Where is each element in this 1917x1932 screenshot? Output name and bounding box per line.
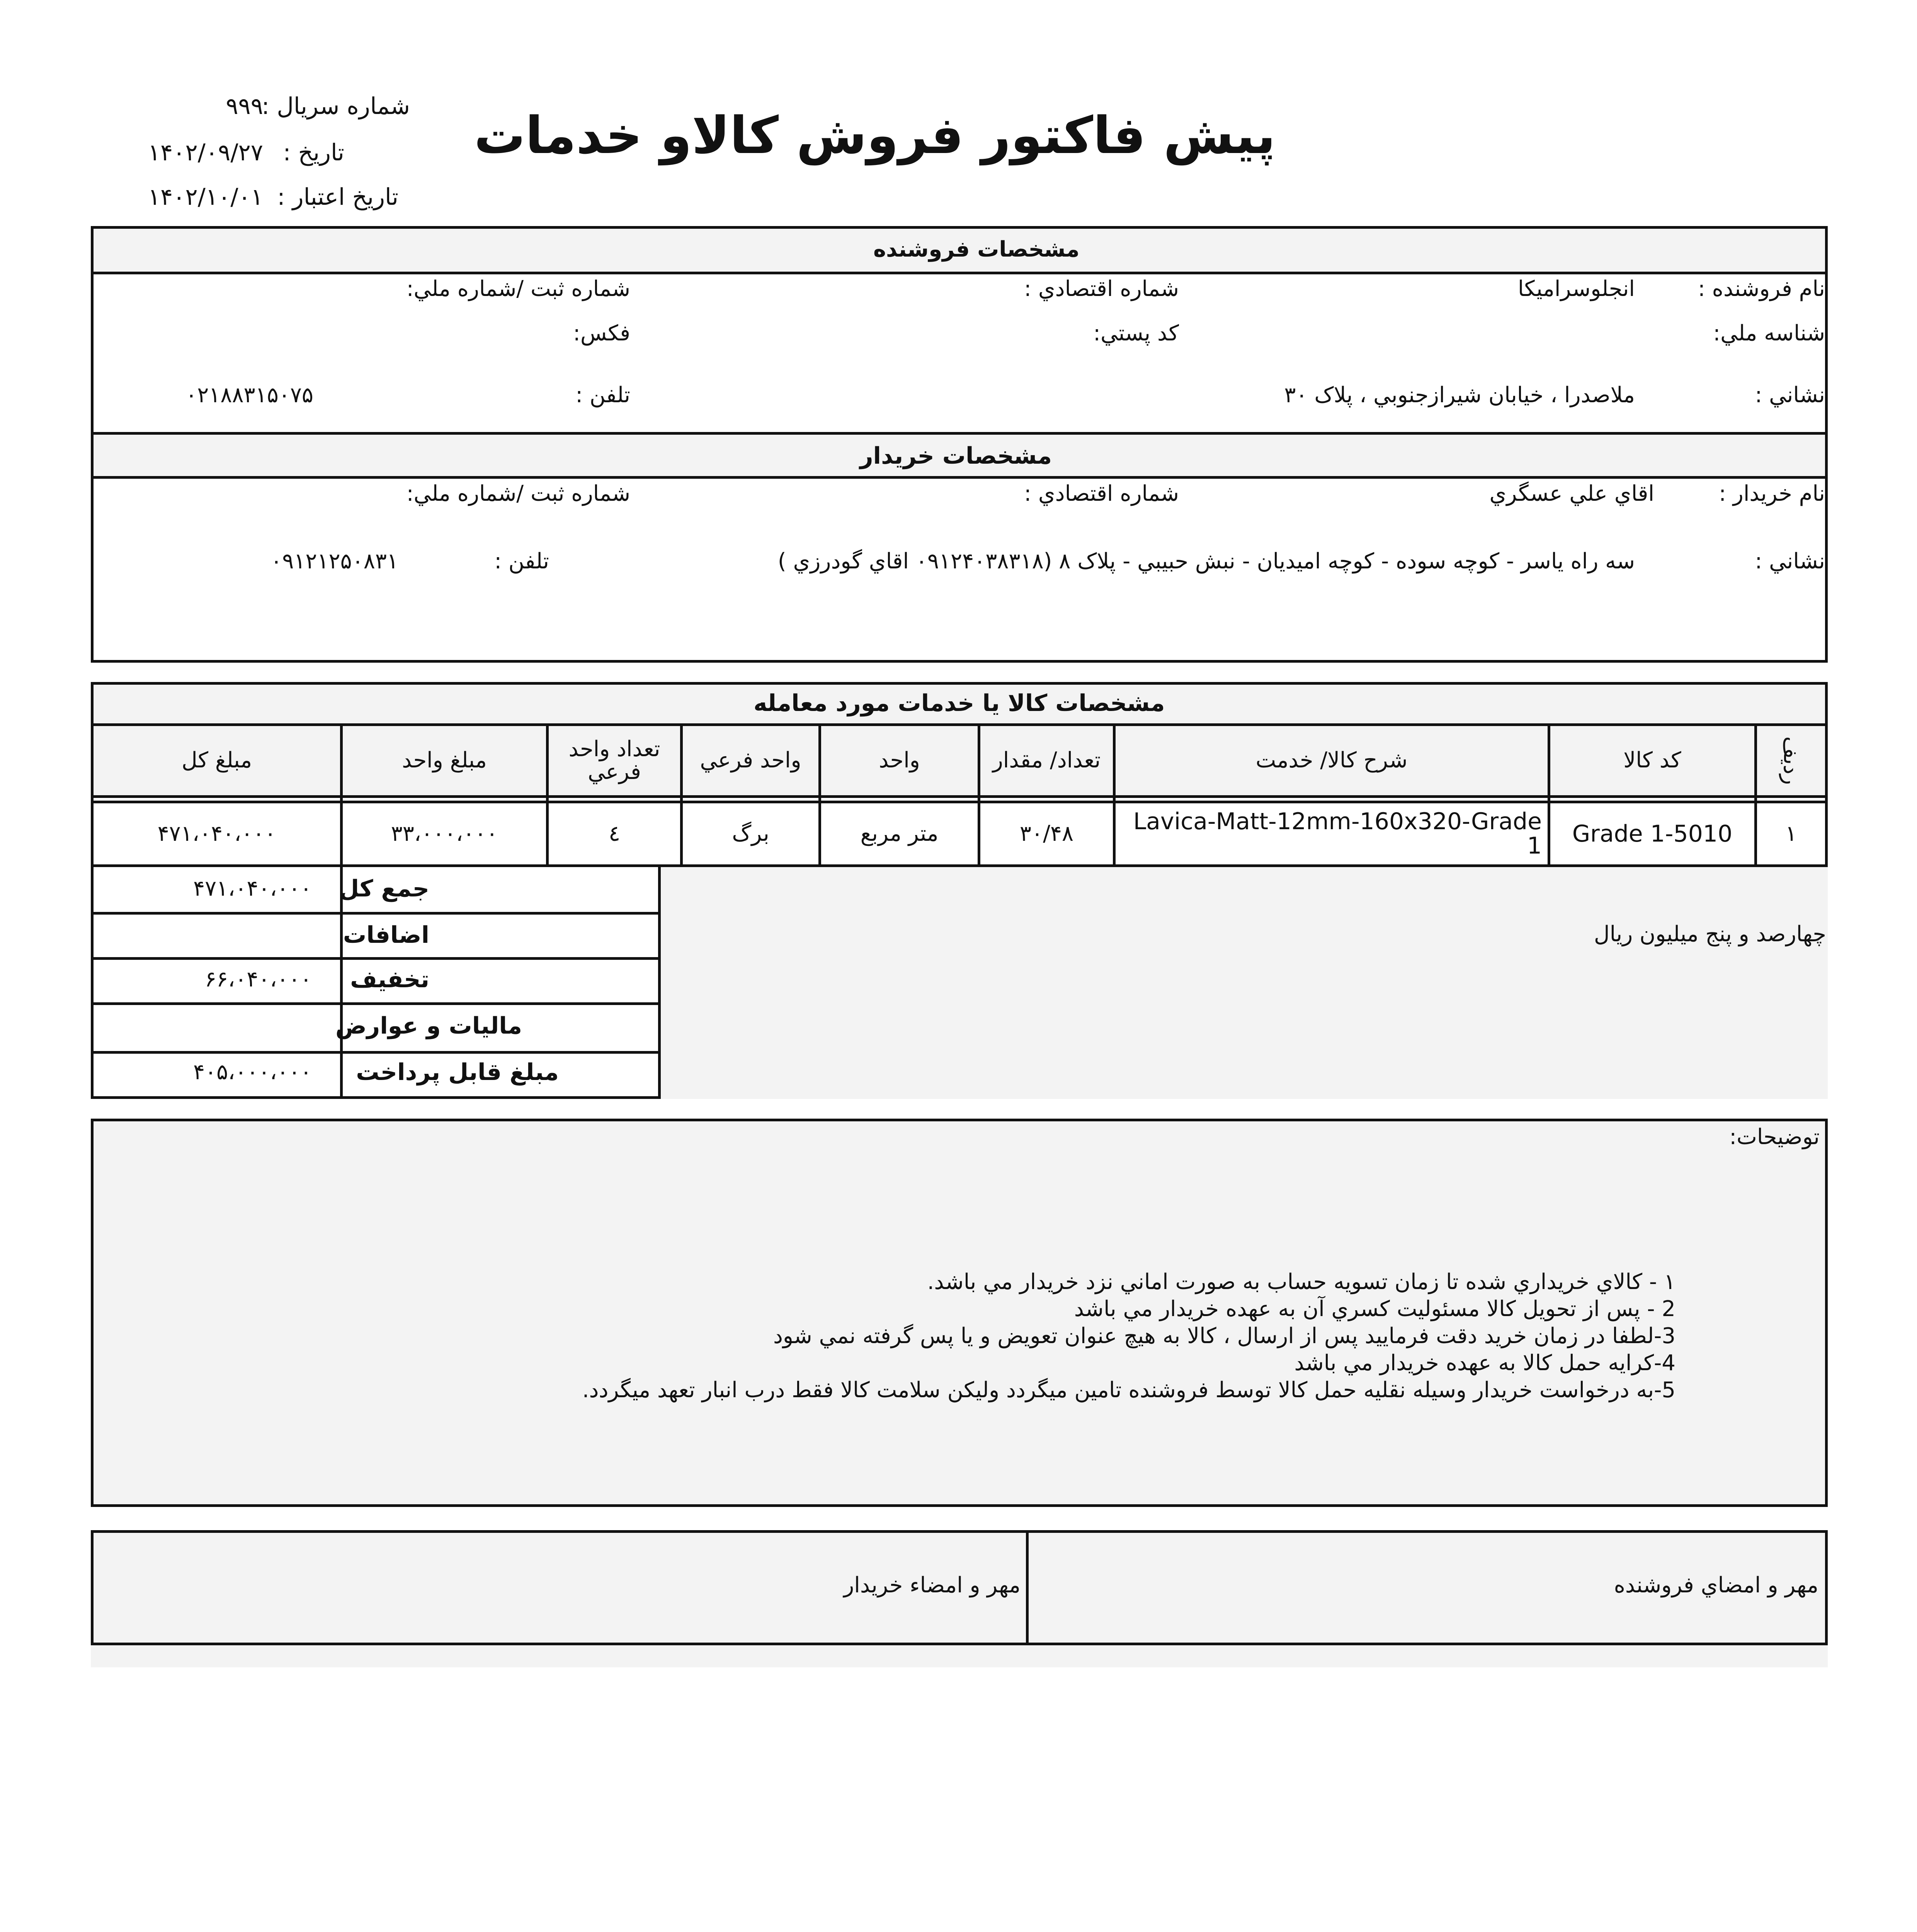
divider <box>91 432 1828 435</box>
buyer-economic-label: شماره اقتصادي : <box>1024 481 1179 506</box>
divider <box>91 476 1828 479</box>
seller-name-value: انجلوسراميکا <box>1517 276 1635 301</box>
table-cell-sub-unit-count: ٤ <box>608 821 621 846</box>
buyer-signature-label: مهر و امضاء خريدار <box>844 1573 1021 1598</box>
seller-address-label: نشاني : <box>1755 383 1825 408</box>
col-sep <box>546 723 549 867</box>
serial-value: ۹۹۹ <box>226 93 263 120</box>
note-line-1: ۱ - کالاي خريداري شده تا زمان تسويه حساب به صورت اماني نزد خريدار مي باشد. <box>927 1269 1675 1294</box>
table-cell-row: ۱ <box>1785 821 1797 846</box>
sum-value: ۴۷۱،۰۴۰،۰۰۰ <box>193 876 312 901</box>
buyer-address-value: سه راه ياسر - کوچه سوده - کوچه اميديان - نبش حبيبي - پلاک ۸ (۰۹۱۲۴۰۳۸۳۱۸ اقاي گودرزي ) <box>777 549 1635 574</box>
buyer-name-label: نام خريدار : <box>1719 481 1825 506</box>
seller-phone-label: تلفن : <box>575 383 630 408</box>
buyer-address-label: نشاني : <box>1755 549 1825 574</box>
note-line-5: 5-به درخواست خريدار وسيله نقليه حمل کالا توسط فروشنده تامين ميگردد وليکن سلامت کالا فقط درب انبار تعهد ميگردد. <box>582 1378 1675 1403</box>
sum-label: جمع کل <box>339 875 429 902</box>
divider <box>91 1051 661 1054</box>
divider <box>91 272 1828 274</box>
table-cell-quantity: ۳۰/۴۸ <box>1019 821 1074 846</box>
buyer-name-value: اقاي علي عسگري <box>1489 481 1654 506</box>
col-header-quantity: تعداد/ مقدار <box>992 748 1101 773</box>
discount-value: ۶۶،۰۴۰،۰۰۰ <box>205 967 312 992</box>
buyer-section-title: مشخصات خريدار <box>860 442 1052 469</box>
seller-fax-label: فکس: <box>573 321 630 346</box>
col-header-row <box>1757 726 1825 795</box>
payable-value: ۴۰۵،۰۰۰،۰۰۰ <box>193 1060 312 1085</box>
amount-words-bg <box>661 867 1828 1099</box>
col-header-unit-price: مبلغ واحد <box>402 748 487 773</box>
page-title: پیش فاکتور فروش کالاو خدمات <box>474 106 1276 165</box>
note-line-4: 4-کرايه حمل کالا به عهده خريدار مي باشد <box>1294 1350 1675 1376</box>
date-label: تاريخ : <box>283 139 344 166</box>
discount-label: تخفيف <box>350 966 429 993</box>
note-line-2: 2 - پس از تحويل کالا مسئوليت کسري آن به عهده خريدار مي باشد <box>1074 1296 1675 1321</box>
col-sep <box>1548 723 1550 867</box>
seller-name-label: نام فروشنده : <box>1698 276 1825 301</box>
col-sep <box>1113 723 1116 867</box>
table-cell-unit: متر مربع <box>860 821 939 846</box>
seller-economic-label: شماره اقتصادي : <box>1024 276 1179 301</box>
seller-signature-label: مهر و امضاي فروشنده <box>1614 1573 1818 1598</box>
col-sep <box>1026 1530 1029 1645</box>
divider <box>91 912 661 915</box>
table-cell-total: ۴۷۱،۰۴۰،۰۰۰ <box>157 821 276 846</box>
col-sep <box>680 723 683 867</box>
table-cell-code: Grade 1-5010 <box>1572 820 1733 847</box>
divider <box>91 723 1828 726</box>
items-section-title: مشخصات کالا يا خدمات مورد معامله <box>754 690 1165 717</box>
validity-value: ۱۴۰۲/۱۰/۰۱ <box>148 184 263 211</box>
tax-label: ماليات و عوارض <box>335 1012 522 1039</box>
seller-national-id-label: شناسه ملي: <box>1713 321 1825 346</box>
seller-reg-label: شماره ثبت /شماره ملي: <box>406 276 630 301</box>
col-header-sub-unit-count: تعداد واحد فرعي <box>568 736 660 784</box>
divider <box>91 1002 661 1005</box>
col-sep <box>1754 723 1757 867</box>
notes-label: توضيحات: <box>1729 1124 1820 1150</box>
divider <box>91 795 1828 798</box>
seller-address-value: ملاصدرا ، خيابان شيرازجنوبي ، پلاک ۳۰ <box>1284 383 1635 408</box>
table-cell-description: Lavica-Matt-12mm-160x320-Grade 1 <box>1133 808 1542 859</box>
additions-label: اضافات <box>343 922 429 949</box>
buyer-phone-value: ۰۹۱۲۱۲۵۰۸۳۱ <box>270 549 398 574</box>
buyer-phone-label: تلفن : <box>494 549 549 574</box>
col-header-code: کد کالا <box>1623 748 1681 773</box>
col-header-sub-unit: واحد فرعي <box>700 748 801 773</box>
col-header-description: شرح کالا/ خدمت <box>1255 748 1408 773</box>
note-line-3: 3-لطفا در زمان خريد دقت فرماييد پس از ارسال ، کالا به هيچ عنوان تعويض و يا پس گرفته نمي شود <box>773 1323 1675 1349</box>
col-header-unit: واحد <box>879 748 920 773</box>
divider <box>91 801 1828 803</box>
validity-label: تاريخ اعتبار : <box>277 184 398 211</box>
seller-postal-label: کد پستي: <box>1093 321 1179 346</box>
table-cell-unit-price: ۳۳،۰۰۰،۰۰۰ <box>391 821 498 846</box>
col-sep <box>818 723 821 867</box>
table-cell-sub-unit: برگ <box>732 821 769 846</box>
payable-label: مبلغ قابل پرداخت <box>356 1059 559 1086</box>
seller-phone-value: ۰۲۱۸۸۳۱۵۰۷۵ <box>185 383 313 408</box>
divider <box>91 957 661 960</box>
buyer-reg-label: شماره ثبت /شماره ملي: <box>406 481 630 506</box>
amount-in-words: چهارصد و پنج ميليون ريال <box>1594 922 1826 947</box>
col-sep <box>340 723 343 867</box>
seller-section-title: مشخصات فروشنده <box>873 237 1080 262</box>
col-header-total: مبلغ کل <box>181 748 252 773</box>
col-header-row-label: رديف <box>1779 736 1804 785</box>
serial-label: شماره سريال : <box>262 93 410 120</box>
date-value: ۱۴۰۲/۰۹/۲۷ <box>148 139 263 166</box>
col-sep <box>978 723 980 867</box>
